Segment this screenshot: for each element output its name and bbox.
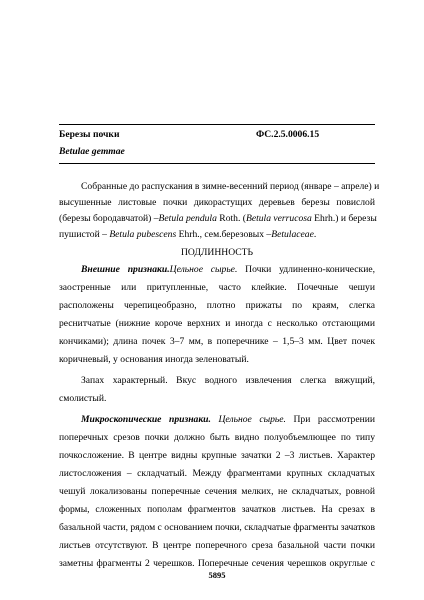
micro-line-7: базальной части, рядом с основанием почки, складчатые фрагменты зачатков — [59, 522, 375, 533]
micro-line-4: листосложения – складчатый. Между фрагментами крупных складчатых — [59, 468, 375, 479]
micro-line-9: заметны фрагменты 2 черешков. Поперечные сечения черешков округлые с — [59, 558, 375, 569]
intro-line-1: Собранные до распускания в зимне-весенний период (январе – апреле) и — [81, 181, 380, 192]
monograph-code: ФС.2.5.0006.15 — [256, 129, 320, 140]
smell-line-1: Запах характерный. Вкус водного извлечения слегка вяжущий, — [81, 375, 375, 386]
intro-line-4: пушистой – Betula pubescens Ehrh., сем.березовых –Betulaceae. — [59, 229, 317, 240]
micro-line-1: Микроскопические признаки. Цельное сырье. При рассмотрении — [81, 414, 375, 425]
micro-line-2: поперечных срезов почки должно быть видно полуобъемлющее по типу — [59, 432, 375, 443]
section-heading-authenticity: ПОДЛИННОСТЬ — [180, 247, 254, 258]
intro-line-3: (березы бородавчатой) –Betula pendula Roth. (Betula verrucosa Ehrh.) и березы — [59, 213, 377, 224]
micro-line-5: чешуй локализованы поперечные сечения мелких, не складчатых, ровной — [59, 486, 375, 497]
micro-line-6: формы, сложенных пополам фрагментов зачатков листьев. На срезах в — [59, 504, 375, 515]
external-line-5: кончиками); длина почек 3–7 мм, в поперечнике – 1,5–3 мм. Цвет почек — [59, 336, 375, 347]
monograph-title: Березы почки — [59, 129, 120, 140]
page-number: 5895 — [208, 570, 226, 580]
external-line-6: коричневый, у основания иногда зеленоватый. — [59, 354, 249, 365]
intro-line-2: высушенные листовые почки дикорастущих деревьев березы повислой — [59, 197, 375, 208]
external-line-3: расположены черепицеобразно, плотно прижаты по краям, слегка — [59, 300, 375, 311]
header-top-rule — [59, 124, 375, 125]
smell-line-2: смолистый. — [59, 393, 107, 404]
external-line-4: реснитчатые (нижние короче верхних и иногда с несколько отстающими — [59, 318, 375, 329]
latin-name: Betulae gemmae — [59, 146, 125, 157]
micro-line-8: листьев отсутствуют. В центре поперечного среза базальной части почки — [59, 540, 375, 551]
external-line-1: Внешние признаки.Цельное сырье. Почки удлиненно-конические, — [81, 264, 375, 275]
header-bottom-rule — [59, 163, 375, 164]
external-line-2: заостренные или притупленные, часто клейкие. Почечные чешуи — [59, 282, 375, 293]
micro-line-3: почкосложение. В центре видны крупные зачатки 2 –3 листьев. Характер — [59, 450, 375, 461]
